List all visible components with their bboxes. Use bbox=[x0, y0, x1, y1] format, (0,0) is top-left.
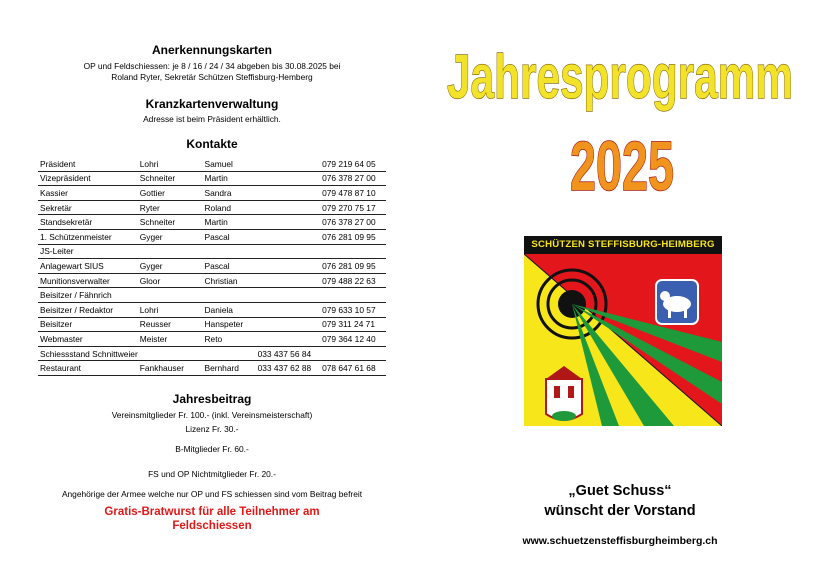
contact-phone-landline bbox=[256, 200, 320, 215]
contact-row bbox=[38, 317, 386, 332]
contact-lastname: Schneiter bbox=[138, 215, 203, 230]
kranz-text: Adresse ist beim Präsident erhältlich. bbox=[143, 114, 281, 124]
contact-lastname: Fankhauser bbox=[138, 361, 203, 376]
kontakte-title: Kontakte bbox=[186, 137, 238, 151]
contacts-table bbox=[38, 157, 386, 376]
contact-row bbox=[38, 229, 386, 244]
contact-phone-mobile: 079 633 10 57 bbox=[320, 302, 386, 317]
left-panel bbox=[30, 0, 394, 533]
contact-row bbox=[38, 186, 386, 201]
contact-firstname: Hanspeter bbox=[202, 317, 255, 332]
contact-row bbox=[38, 361, 386, 376]
contact-phone-landline bbox=[256, 302, 320, 317]
anerkennung-line2: Roland Ryter, Sekretär Schützen Steffisburg-Hemberg bbox=[111, 72, 313, 82]
contact-firstname bbox=[202, 346, 255, 361]
contact-phone-mobile: 079 219 64 05 bbox=[320, 157, 386, 171]
contact-phone-mobile: 079 311 24 71 bbox=[320, 317, 386, 332]
contact-phone-landline bbox=[256, 273, 320, 288]
contact-phone-landline: 033 437 56 84 bbox=[256, 346, 320, 361]
contact-role: JS-Leiter bbox=[38, 244, 138, 259]
contact-row bbox=[38, 332, 386, 347]
contact-row bbox=[38, 215, 386, 230]
contact-row bbox=[38, 288, 386, 303]
anerkennung-title: Anerkennungskarten bbox=[151, 43, 273, 57]
contact-row bbox=[38, 157, 386, 171]
motto-line1: „Guet Schuss“ bbox=[568, 483, 672, 499]
contact-lastname: Gyger bbox=[138, 229, 203, 244]
contact-firstname: Pascal bbox=[202, 259, 255, 274]
contact-role: 1. Schützenmeister bbox=[38, 229, 138, 244]
contact-firstname: Daniela bbox=[202, 302, 255, 317]
contact-role: Beisitzer / Redaktor bbox=[38, 302, 138, 317]
contact-lastname: Gloor bbox=[138, 273, 203, 288]
contact-phone-landline bbox=[256, 288, 320, 303]
kranz-title: Kranzkartenverwaltung bbox=[145, 97, 279, 111]
contact-firstname: Bernhard bbox=[202, 361, 255, 376]
contact-lastname bbox=[138, 288, 203, 303]
club-logo bbox=[524, 236, 722, 426]
contact-phone-mobile: 076 378 27 00 bbox=[320, 171, 386, 186]
contact-role: Schiessstand Schnittweier bbox=[38, 346, 138, 361]
contact-lastname: Meister bbox=[138, 332, 203, 347]
contact-lastname: Reusser bbox=[138, 317, 203, 332]
website-link[interactable]: www.schuetzensteffisburgheimberg.ch bbox=[522, 535, 718, 547]
contact-role: Standsekretär bbox=[38, 215, 138, 230]
contact-phone-landline bbox=[256, 171, 320, 186]
sheep-icon bbox=[656, 280, 698, 324]
contact-phone-mobile: 079 270 75 17 bbox=[320, 200, 386, 215]
contact-role: Beisitzer bbox=[38, 317, 138, 332]
contact-role: Vizepräsident bbox=[38, 171, 138, 186]
contact-lastname bbox=[138, 346, 203, 361]
contact-lastname: Gottier bbox=[138, 186, 203, 201]
cover-title-graphic bbox=[420, 0, 820, 200]
contact-phone-landline bbox=[256, 229, 320, 244]
beitrag-line5: Angehörige der Armee welche nur OP und FS schiessen sind vom Beitrag befreit bbox=[61, 488, 363, 499]
cover-year: 2025 bbox=[570, 127, 674, 200]
contact-row bbox=[38, 302, 386, 317]
contact-phone-mobile bbox=[320, 244, 386, 259]
contact-phone-landline bbox=[256, 215, 320, 230]
contact-firstname: Roland bbox=[202, 200, 255, 215]
contact-firstname: Reto bbox=[202, 332, 255, 347]
contact-row bbox=[38, 171, 386, 186]
contact-role: Munitionsverwalter bbox=[38, 273, 138, 288]
anerkennung-line1: OP und Feldschiessen: je 8 / 16 / 24 / 34 abgeben bis 30.08.2025 bei bbox=[83, 61, 341, 71]
motto-line2: wünscht der Vorstand bbox=[544, 503, 696, 519]
club-logo-text: SCHÜTZEN STEFFISBURG-HEIMBERG bbox=[524, 236, 722, 254]
contact-lastname bbox=[138, 244, 203, 259]
contact-firstname: Samuel bbox=[202, 157, 255, 171]
contact-row bbox=[38, 244, 386, 259]
contact-row bbox=[38, 273, 386, 288]
contact-lastname: Ryter bbox=[138, 200, 203, 215]
contact-role: Restaurant bbox=[38, 361, 138, 376]
contact-role: Präsident bbox=[38, 157, 138, 171]
contact-firstname bbox=[202, 244, 255, 259]
contact-row bbox=[38, 346, 386, 361]
contact-role: Beisitzer / Fähnrich bbox=[38, 288, 138, 303]
contact-phone-landline bbox=[256, 259, 320, 274]
contact-lastname: Gyger bbox=[138, 259, 203, 274]
contact-lastname: Schneiter bbox=[138, 171, 203, 186]
contact-firstname bbox=[202, 288, 255, 303]
contact-phone-landline bbox=[256, 157, 320, 171]
contact-role: Sekretär bbox=[38, 200, 138, 215]
beitrag-line4: FS und OP Nichtmitglieder Fr. 20.- bbox=[148, 468, 276, 479]
contact-phone-mobile: 079 488 22 63 bbox=[320, 273, 386, 288]
beitrag-line3: B-Mitglieder Fr. 60.- bbox=[175, 443, 249, 454]
contact-lastname: Lohri bbox=[138, 157, 203, 171]
contact-row bbox=[38, 259, 386, 274]
contact-phone-mobile: 078 647 61 68 bbox=[320, 361, 386, 376]
contact-phone-landline bbox=[256, 244, 320, 259]
contact-firstname: Martin bbox=[202, 171, 255, 186]
contact-role: Webmaster bbox=[38, 332, 138, 347]
contact-role: Anlagewart SIUS bbox=[38, 259, 138, 274]
contact-firstname: Sandra bbox=[202, 186, 255, 201]
promo-line1: Gratis-Bratwurst für alle Teilnehmer am bbox=[104, 505, 320, 518]
contact-row bbox=[38, 200, 386, 215]
contact-firstname: Martin bbox=[202, 215, 255, 230]
contact-firstname: Christian bbox=[202, 273, 255, 288]
contact-lastname: Lohri bbox=[138, 302, 203, 317]
contact-phone-mobile: 079 364 12 40 bbox=[320, 332, 386, 347]
contact-phone-landline bbox=[256, 332, 320, 347]
contact-phone-landline: 033 437 62 88 bbox=[256, 361, 320, 376]
contact-phone-mobile: 076 281 09 95 bbox=[320, 229, 386, 244]
beitrag-line2: Lizenz Fr. 30.- bbox=[185, 423, 239, 434]
cover-title: Jahresprogramm bbox=[447, 43, 793, 112]
contact-phone-mobile: 079 478 87 10 bbox=[320, 186, 386, 201]
contact-firstname: Pascal bbox=[202, 229, 255, 244]
contact-phone-mobile: 076 281 09 95 bbox=[320, 259, 386, 274]
contact-phone-mobile bbox=[320, 288, 386, 303]
contact-role: Kassier bbox=[38, 186, 138, 201]
contact-phone-mobile bbox=[320, 346, 386, 361]
contact-phone-mobile: 076 378 27 00 bbox=[320, 215, 386, 230]
contact-phone-landline bbox=[256, 317, 320, 332]
beitrag-title: Jahresbeitrag bbox=[172, 391, 252, 406]
club-logo-emblem bbox=[524, 254, 722, 426]
contact-phone-landline bbox=[256, 186, 320, 201]
beitrag-line1: Vereinsmitglieder Fr. 100.- (inkl. Vereinsmeisterschaft) bbox=[111, 409, 313, 420]
promo-line2: Feldschiessen bbox=[172, 519, 252, 532]
